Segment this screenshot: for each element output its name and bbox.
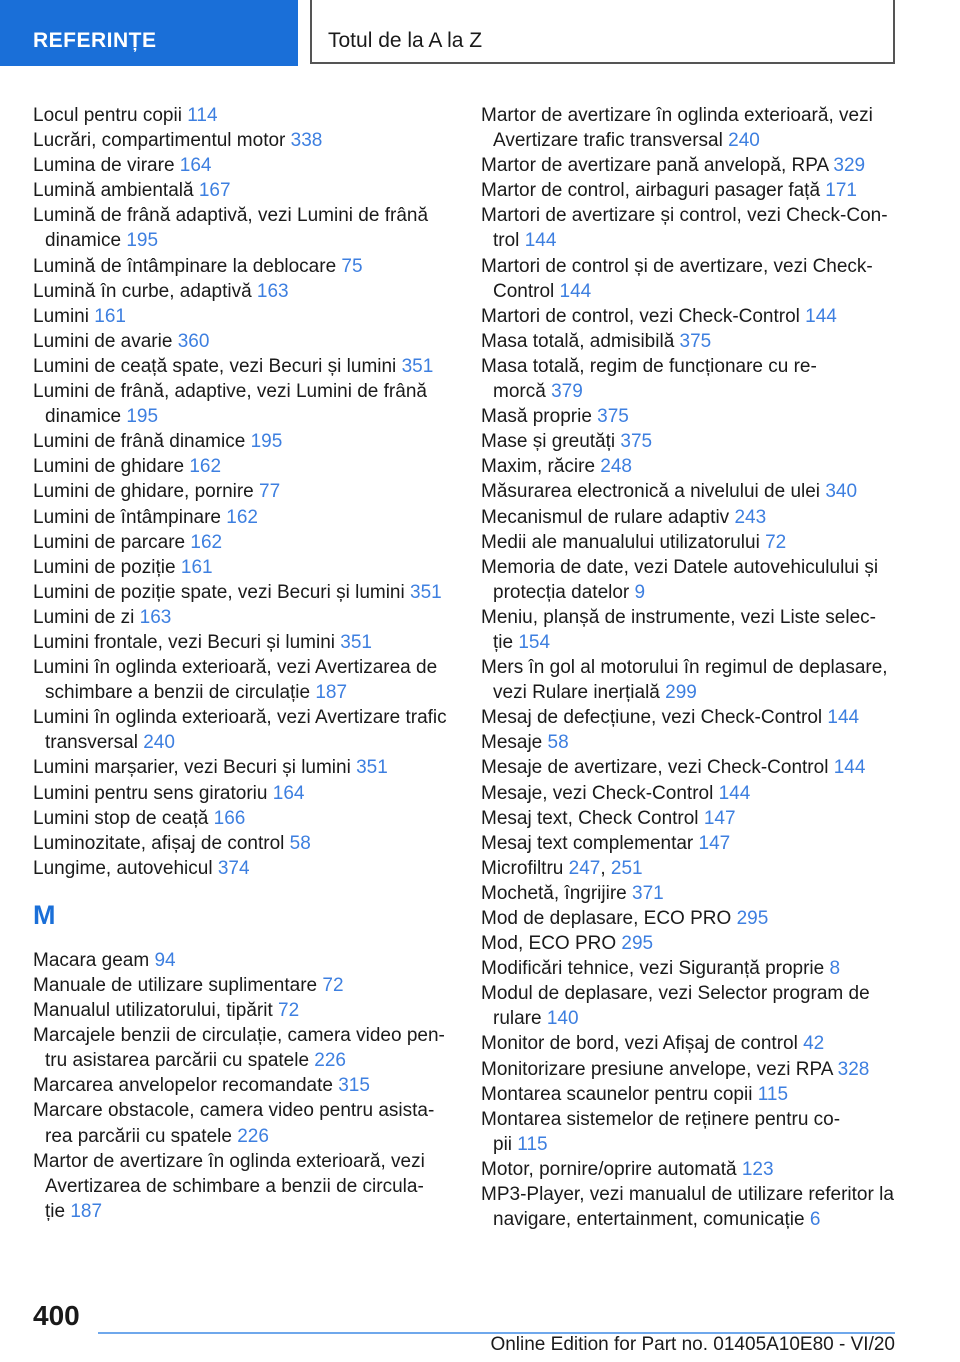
entry-text: Mase și greutăți	[481, 431, 621, 453]
entry-text: protecția datelor	[493, 581, 635, 603]
entry-text: Mod de deplasare, ECO PRO	[481, 908, 737, 929]
entry-text: Mesaje, vezi Check-Control	[481, 782, 719, 804]
entry-text: MP3-Player, vezi manualul de utilizare referitor la	[481, 1184, 894, 1206]
entry-text: Montarea scaunelor pentru copii	[481, 1083, 758, 1105]
page-reference-link[interactable]: 162	[226, 506, 258, 528]
entry-text: trol	[493, 230, 525, 252]
index-entry	[481, 755, 901, 780]
index-group-m-continued	[481, 103, 901, 1232]
entry-text: Lumini pentru sens giratoriu	[33, 782, 273, 804]
index-entry	[481, 530, 901, 555]
index-entry	[481, 931, 901, 956]
entry-text: Lumini de poziție spate, vezi Becuri și lumini	[33, 581, 411, 603]
entry-text: Lumini de ceață spate, vezi Becuri și lumini	[33, 355, 402, 377]
page-reference-link[interactable]: 248	[600, 456, 632, 478]
index-entry	[33, 279, 451, 304]
index-entry	[481, 178, 901, 203]
entry-text: Martor de avertizare în oglinda exterioară, vezi	[33, 1150, 425, 1172]
entry-text: Mesaj text, Check Control	[481, 807, 704, 829]
entry-text: Locul pentru copii	[33, 105, 188, 126]
page-reference-link[interactable]: 240	[728, 130, 760, 152]
page-reference-link[interactable]: 375	[679, 330, 712, 352]
page-reference-link[interactable]: 72	[765, 531, 787, 553]
entry-text: Meniu, planșă de instrumente, vezi Liste selec-	[481, 606, 876, 628]
entry-text: Lungime, autovehicul	[33, 857, 218, 879]
page-reference-link[interactable]: 77	[259, 481, 281, 503]
entry-text: Lumina de virare	[33, 155, 180, 177]
page-reference-link[interactable]: 351	[410, 581, 442, 603]
index-entry	[33, 203, 451, 253]
index-entry	[481, 856, 901, 881]
page-reference-link[interactable]: 360	[177, 330, 210, 352]
index-entry	[33, 429, 451, 454]
index-entry	[481, 981, 901, 1031]
entry-text: transversal	[45, 732, 144, 754]
page-reference-link[interactable]: 154	[518, 631, 551, 653]
index-entry	[33, 329, 451, 354]
entry-text: Memoria de date, vezi Datele autovehiculului și	[481, 556, 879, 578]
page-reference-link[interactable]: 161	[180, 556, 213, 578]
index-entry	[481, 304, 901, 329]
page-reference-link[interactable]: 195	[250, 431, 283, 453]
entry-text: Medii ale manualului utilizatorului	[481, 531, 766, 553]
index-entry	[33, 973, 451, 998]
page-reference-link[interactable]: 375	[597, 406, 629, 428]
page-reference-link[interactable]: 42	[803, 1033, 825, 1055]
index-entry	[33, 998, 451, 1023]
entry-text: Modul de deplasare, vezi Selector program de	[481, 983, 870, 1005]
entry-text: Martor de control, airbaguri pasager față	[481, 180, 826, 202]
page-reference-link[interactable]: 164	[179, 155, 212, 177]
index-entry	[481, 1107, 901, 1157]
entry-text: Masa totală, admisibilă	[481, 330, 680, 352]
index-entry	[481, 605, 901, 655]
entry-text: schimbare a benzii de circulație	[45, 682, 316, 704]
index-entry	[33, 948, 451, 973]
page-reference-link[interactable]: 162	[189, 456, 222, 478]
entry-text: Martor de avertizare în oglinda exterioară, vezi	[481, 105, 873, 126]
entry-text: rulare	[493, 1008, 547, 1030]
page-header	[0, 0, 960, 66]
entry-text: Lumini de zi	[33, 606, 140, 628]
page-reference-link[interactable]: 144	[524, 230, 557, 252]
index-entry	[33, 806, 451, 831]
page-reference-link[interactable]: 187	[315, 682, 348, 704]
chapter-title: Totul de la A la Z	[310, 0, 895, 64]
entry-text: Lumini în oglinda exterioară, vezi Avertizare trafic	[33, 707, 447, 729]
entry-text: vezi Rulare inerțială	[493, 682, 666, 704]
entry-text: Lumină de frână adaptivă, vezi Lumini de frână	[33, 205, 429, 227]
page-reference-link[interactable]: 375	[620, 431, 653, 453]
entry-text: Avertizare trafic transversal	[493, 130, 729, 152]
entry-text: Mesaj de defecțiune, vezi Check-Control	[481, 707, 828, 729]
page-reference-link[interactable]: 144	[833, 757, 866, 779]
entry-text: navigare, entertainment, comunicație	[493, 1209, 810, 1231]
entry-text: Mers în gol al motorului în regimul de deplasare,	[481, 657, 888, 679]
index-group-l	[33, 103, 451, 881]
entry-text: Lumini de poziție	[33, 556, 181, 578]
index-entry	[33, 479, 451, 504]
entry-text: Lumini de parcare	[33, 531, 191, 553]
page-reference-link[interactable]: 163	[139, 606, 172, 628]
page-reference-link[interactable]: 58	[289, 832, 311, 854]
index-entry	[481, 153, 901, 178]
page-reference-link[interactable]: 162	[190, 531, 223, 553]
page-reference-link[interactable]: 315	[338, 1075, 370, 1097]
index-entry	[481, 881, 901, 906]
index-entry	[481, 1031, 901, 1056]
index-entry	[481, 555, 901, 605]
page-reference-link[interactable]: 371	[632, 882, 664, 904]
entry-text: ,	[600, 857, 611, 879]
page-reference-link[interactable]: 251	[610, 857, 643, 879]
page-reference-link[interactable]: 338	[290, 130, 323, 152]
index-entry	[33, 505, 451, 530]
index-entry	[481, 906, 901, 931]
page-reference-link[interactable]: 94	[154, 949, 176, 971]
entry-text: Mochetă, îngrijire	[481, 882, 633, 904]
index-entry	[33, 580, 451, 605]
index-entry	[481, 203, 901, 253]
page-reference-link[interactable]: 58	[547, 732, 569, 754]
page-reference-link[interactable]: 72	[278, 1000, 300, 1022]
entry-text: Masa totală, regim de funcționare cu re-	[481, 355, 817, 377]
entry-text: Avertizarea de schimbare a benzii de circula-	[45, 1175, 424, 1197]
page-reference-link[interactable]: 226	[237, 1125, 269, 1147]
index-entry	[33, 705, 451, 755]
entry-text: Lumini de frână dinamice	[33, 431, 251, 453]
page-reference-link[interactable]: 140	[546, 1008, 579, 1030]
entry-text: Montarea sistemelor de reținere pentru co-	[481, 1108, 841, 1130]
page-reference-link[interactable]: 115	[517, 1133, 548, 1155]
index-entry	[481, 429, 901, 454]
page-reference-link[interactable]: 243	[734, 506, 767, 528]
page-reference-link[interactable]: 9	[634, 581, 646, 603]
page-reference-link[interactable]: 114	[187, 105, 218, 126]
index-entry	[481, 404, 901, 429]
entry-text: Manualul utilizatorului, tipărit	[33, 1000, 279, 1022]
index-entry	[33, 103, 451, 128]
entry-text: Marcajele benzii de circulație, camera video pen-	[33, 1025, 445, 1047]
entry-text: Maxim, răcire	[481, 456, 601, 478]
entry-text: Lumină în curbe, adaptivă	[33, 280, 257, 302]
entry-text: rea parcării cu spatele	[45, 1125, 238, 1147]
index-entry	[481, 781, 901, 806]
page-reference-link[interactable]: 6	[809, 1209, 821, 1231]
entry-text: Lumini stop de ceață	[33, 807, 214, 829]
page-reference-link[interactable]: 329	[833, 155, 866, 177]
entry-text: Mesaj text complementar	[481, 832, 699, 854]
index-entry	[33, 379, 451, 429]
index-entry	[33, 1073, 451, 1098]
page-reference-link[interactable]: 226	[314, 1050, 346, 1072]
entry-text: Lumini de întâmpinare	[33, 506, 227, 528]
entry-text: Lumini	[33, 305, 95, 327]
index-entry	[33, 153, 451, 178]
page-reference-link[interactable]: 247	[568, 857, 601, 879]
entry-text: tru asistarea parcării cu spatele	[45, 1050, 315, 1072]
page-reference-link[interactable]: 123	[741, 1158, 774, 1180]
entry-text: Marcare obstacole, camera video pentru asista-	[33, 1100, 435, 1122]
page-reference-link[interactable]: 351	[340, 631, 372, 653]
index-entry	[33, 555, 451, 580]
entry-text: Lumini de ghidare	[33, 456, 190, 478]
entry-text: Martori de control, vezi Check-Control	[481, 305, 806, 327]
page-reference-link[interactable]: 144	[827, 707, 860, 729]
entry-text: Măsurarea electronică a nivelului de ulei	[481, 481, 826, 503]
entry-text: Mecanismul de rulare adaptiv	[481, 506, 735, 528]
entry-text: ție	[45, 1200, 71, 1222]
page-reference-link[interactable]: 75	[341, 255, 363, 277]
index-entry	[481, 956, 901, 981]
index-entry	[481, 655, 901, 705]
index-entry	[33, 755, 451, 780]
page-reference-link[interactable]: 144	[718, 782, 751, 804]
entry-text: Modificări tehnice, vezi Siguranță proprie	[481, 958, 830, 980]
entry-text: Mesaje de avertizare, vezi Check-Control	[481, 757, 834, 779]
index-entry	[481, 730, 901, 755]
index-entry	[33, 1023, 451, 1073]
entry-text: pii	[493, 1133, 518, 1155]
index-entry	[33, 856, 451, 881]
index-entry	[33, 605, 451, 630]
entry-text: Mod, ECO PRO	[481, 933, 622, 955]
page-reference-link[interactable]: 351	[356, 757, 388, 779]
entry-text: Lumini de frână, adaptive, vezi Lumini de frână	[33, 381, 427, 403]
entry-text: Macara geam	[33, 949, 155, 971]
entry-text: Mesaje	[481, 732, 548, 754]
page-reference-link[interactable]: 72	[322, 975, 344, 996]
index-entry	[481, 254, 901, 304]
index-entry	[33, 454, 451, 479]
index-column-left	[33, 103, 451, 1224]
page-reference-link[interactable]: 147	[698, 832, 731, 854]
entry-text: Lumini de ghidare, pornire	[33, 481, 260, 503]
index-group-m	[33, 948, 451, 1224]
page-reference-link[interactable]: 164	[272, 782, 305, 804]
index-entry	[33, 254, 451, 279]
index-entry	[481, 329, 901, 354]
index-entry	[33, 354, 451, 379]
index-entry	[481, 1057, 901, 1082]
page-reference-link[interactable]: 351	[401, 355, 434, 377]
index-entry	[481, 103, 901, 153]
page-reference-link[interactable]: 187	[70, 1200, 103, 1222]
entry-text: Monitorizare presiune anvelope, vezi RPA	[481, 1058, 838, 1080]
index-entry	[33, 1149, 451, 1224]
index-entry	[33, 530, 451, 555]
index-entry	[481, 705, 901, 730]
page-reference-link[interactable]: 167	[198, 180, 231, 202]
index-entry	[481, 1182, 901, 1232]
index-entry	[33, 128, 451, 153]
page-reference-link[interactable]: 379	[551, 381, 583, 403]
index-entry	[33, 781, 451, 806]
page-reference-link[interactable]: 374	[217, 857, 250, 879]
index-entry	[33, 178, 451, 203]
entry-text: ție	[493, 631, 519, 653]
page-reference-link[interactable]: 295	[621, 933, 654, 955]
page-reference-link[interactable]: 115	[757, 1083, 789, 1105]
page-reference-link[interactable]: 299	[665, 682, 697, 704]
index-entry	[481, 505, 901, 530]
entry-text: morcă	[493, 381, 552, 403]
entry-text: Lucrări, compartimentul motor	[33, 130, 291, 152]
index-entry	[481, 479, 901, 504]
index-entry	[33, 1098, 451, 1148]
entry-text: Monitor de bord, vezi Afișaj de control	[481, 1033, 804, 1055]
entry-text: Lumini frontale, vezi Becuri și lumini	[33, 631, 341, 653]
entry-text: Control	[493, 280, 560, 302]
page-reference-link[interactable]: 147	[703, 807, 736, 829]
entry-text: Luminozitate, afișaj de control	[33, 832, 290, 854]
entry-text: dinamice	[45, 230, 127, 252]
page-reference-link[interactable]: 161	[94, 305, 126, 327]
index-entry	[33, 304, 451, 329]
entry-text: Motor, pornire/oprire automată	[481, 1158, 742, 1180]
entry-text: Lumină ambientală	[33, 180, 199, 202]
index-entry	[481, 354, 901, 404]
index-column-right	[481, 103, 901, 1232]
index-entry	[33, 655, 451, 705]
page-reference-link[interactable]: 328	[837, 1058, 870, 1080]
entry-text: Lumină de întâmpinare la deblocare	[33, 255, 342, 277]
page-reference-link[interactable]: 166	[213, 807, 246, 829]
index-entry	[481, 831, 901, 856]
entry-text: Martor de avertizare pană anvelopă, RPA	[481, 155, 834, 177]
entry-text: Microfiltru	[481, 857, 569, 879]
entry-text: Masă proprie	[481, 406, 598, 428]
page-reference-link[interactable]: 144	[559, 280, 592, 302]
entry-text: Manuale de utilizare suplimentare	[33, 975, 323, 996]
page-reference-link[interactable]: 195	[126, 406, 159, 428]
page-reference-link[interactable]: 340	[825, 481, 858, 503]
page-reference-link[interactable]: 8	[829, 958, 841, 980]
entry-text: Lumini în oglinda exterioară, vezi Avertizarea de	[33, 657, 438, 679]
index-entry	[481, 1157, 901, 1182]
entry-text: Lumini de avarie	[33, 330, 178, 352]
page-reference-link[interactable]: 295	[736, 908, 769, 929]
entry-text: Lumini marșarier, vezi Becuri și lumini	[33, 757, 357, 779]
page-number: 400	[33, 1300, 80, 1331]
page-reference-link[interactable]: 163	[256, 280, 289, 302]
index-entry	[33, 831, 451, 856]
page-reference-link[interactable]: 171	[825, 180, 857, 202]
entry-text: dinamice	[45, 406, 127, 428]
footer-edition-text: Online Edition for Part no. 01405A10E80 - VI/20	[490, 1334, 895, 1355]
entry-text: Martori de avertizare și control, vezi Check-Con-	[481, 205, 888, 227]
index-entry	[481, 454, 901, 479]
page-reference-link[interactable]: 240	[143, 732, 175, 754]
page-reference-link[interactable]: 144	[805, 305, 837, 327]
section-tab: REFERINȚE	[0, 0, 298, 66]
entry-text: Martori de control și de avertizare, vezi Check-	[481, 255, 873, 277]
section-letter-heading: M	[33, 899, 56, 930]
index-entry	[481, 1082, 901, 1107]
index-entry	[33, 630, 451, 655]
index-entry	[481, 806, 901, 831]
page-reference-link[interactable]: 195	[126, 230, 159, 252]
entry-text: Marcarea anvelopelor recomandate	[33, 1075, 339, 1097]
